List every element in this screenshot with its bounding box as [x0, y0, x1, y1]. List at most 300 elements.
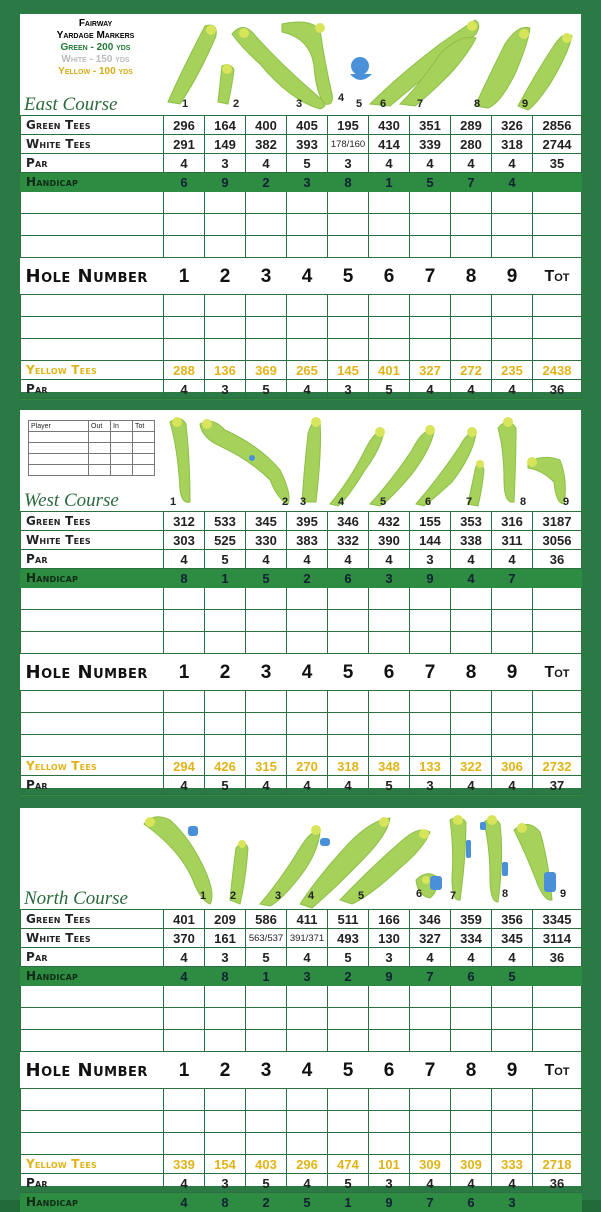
white-tees-row-cell: 493 [328, 929, 369, 948]
hole-number-cell: 3 [246, 1052, 287, 1089]
score-cell[interactable] [328, 588, 369, 610]
score-cell[interactable] [287, 1133, 328, 1155]
yellow-tees-row-cell: 296 [287, 1155, 328, 1174]
hole-map-number: 4 [308, 890, 315, 902]
score-cell[interactable] [246, 610, 287, 632]
score-cell[interactable] [205, 317, 246, 339]
score-cell[interactable] [533, 1111, 582, 1133]
score-cell[interactable] [164, 295, 205, 317]
score-cell[interactable] [451, 192, 492, 214]
score-cell[interactable] [287, 986, 328, 1008]
score-cell[interactable] [328, 713, 369, 735]
yellow-tees-row-cell: 474 [328, 1155, 369, 1174]
score-cell[interactable] [205, 632, 246, 654]
score-cell[interactable] [492, 735, 533, 757]
score-cell[interactable] [328, 339, 369, 361]
yellow-tees-row-cell: 294 [164, 757, 205, 776]
score-cell[interactable] [492, 632, 533, 654]
score-cell[interactable] [533, 192, 582, 214]
score-cell[interactable] [287, 1089, 328, 1111]
score-cell[interactable] [287, 610, 328, 632]
score-cell[interactable] [205, 588, 246, 610]
hole-number-row [21, 654, 582, 691]
green-tees-row-cell: 353 [451, 512, 492, 531]
score-cell[interactable] [369, 1133, 410, 1155]
score-cell[interactable] [287, 588, 328, 610]
score-cell[interactable] [369, 588, 410, 610]
par-row-cell: 4 [287, 550, 328, 569]
score-cell[interactable] [287, 713, 328, 735]
score-cell[interactable] [328, 317, 369, 339]
score-cell[interactable] [492, 691, 533, 713]
par-row [21, 948, 582, 967]
green-tees-row-cell: 346 [328, 512, 369, 531]
score-cell[interactable] [21, 236, 164, 258]
score-cell[interactable] [287, 632, 328, 654]
score-cell[interactable] [287, 295, 328, 317]
score-cell[interactable] [328, 1133, 369, 1155]
score-cell[interactable] [451, 339, 492, 361]
par-row-2-cell: 5 [246, 380, 287, 399]
score-cell[interactable] [533, 1008, 582, 1030]
score-cell[interactable] [410, 986, 451, 1008]
score-cell[interactable] [451, 691, 492, 713]
hole-map-number: 8 [520, 496, 527, 508]
score-entry-row [21, 735, 582, 757]
white-tees-row-cell: 3114 [533, 929, 582, 948]
score-cell[interactable] [21, 713, 164, 735]
score-cell[interactable] [533, 317, 582, 339]
yellow-tees-row [21, 757, 582, 776]
hole-number-cell: 3 [246, 654, 287, 691]
hole-number-cell: 1 [164, 654, 205, 691]
score-cell[interactable] [533, 236, 582, 258]
score-cell[interactable] [451, 610, 492, 632]
score-cell[interactable] [533, 1030, 582, 1052]
score-cell[interactable] [205, 610, 246, 632]
white-tees-row-cell: 393 [287, 135, 328, 154]
score-cell[interactable] [164, 1089, 205, 1111]
score-cell[interactable] [369, 1089, 410, 1111]
handicap-row-2-cell: 7 [410, 1193, 451, 1212]
handicap-row-cell: 7 [451, 173, 492, 192]
score-cell[interactable] [246, 339, 287, 361]
handicap-row-label: Handicap [21, 967, 164, 986]
score-cell[interactable] [21, 588, 164, 610]
score-cell[interactable] [287, 691, 328, 713]
yellow-tees-row-cell: 426 [205, 757, 246, 776]
score-cell[interactable] [164, 1133, 205, 1155]
handicap-row-2-cell: 6 [451, 1193, 492, 1212]
north-panel [0, 796, 601, 1210]
score-cell[interactable] [246, 713, 287, 735]
score-cell[interactable] [21, 735, 164, 757]
handicap-row-cell: 9 [410, 569, 451, 588]
score-cell[interactable] [205, 192, 246, 214]
score-cell[interactable] [492, 339, 533, 361]
score-cell[interactable] [246, 1133, 287, 1155]
score-cell[interactable] [205, 1089, 246, 1111]
score-cell[interactable] [164, 192, 205, 214]
score-cell[interactable] [369, 1111, 410, 1133]
score-cell[interactable] [287, 339, 328, 361]
hole-number-row [21, 1052, 582, 1089]
score-cell[interactable] [533, 214, 582, 236]
hole-map-number: 9 [563, 496, 570, 508]
white-tees-row-label: White Tees [21, 531, 164, 550]
score-cell[interactable] [287, 236, 328, 258]
score-cell[interactable] [164, 691, 205, 713]
score-cell[interactable] [205, 214, 246, 236]
score-cell[interactable] [164, 735, 205, 757]
score-cell[interactable] [451, 1008, 492, 1030]
hole-number-cell: 8 [451, 654, 492, 691]
handicap-row-2 [21, 1193, 582, 1212]
score-cell[interactable] [451, 1133, 492, 1155]
par-row-2-cell: 4 [164, 776, 205, 795]
score-cell[interactable] [410, 691, 451, 713]
score-cell[interactable] [287, 317, 328, 339]
hole-number-cell: 9 [492, 258, 533, 295]
score-cell[interactable] [369, 295, 410, 317]
score-cell[interactable] [246, 691, 287, 713]
score-cell[interactable] [246, 588, 287, 610]
score-cell[interactable] [369, 236, 410, 258]
score-cell[interactable] [328, 214, 369, 236]
score-cell[interactable] [287, 735, 328, 757]
score-cell[interactable] [205, 1133, 246, 1155]
score-cell[interactable] [164, 1030, 205, 1052]
score-cell[interactable] [410, 1089, 451, 1111]
north-hole-maps [20, 808, 581, 909]
score-cell[interactable] [164, 632, 205, 654]
score-cell[interactable] [287, 1030, 328, 1052]
par-row-cell: 5 [287, 154, 328, 173]
score-cell[interactable] [410, 610, 451, 632]
score-cell[interactable] [246, 1030, 287, 1052]
score-cell[interactable] [328, 735, 369, 757]
score-cell[interactable] [492, 1008, 533, 1030]
score-cell[interactable] [21, 1133, 164, 1155]
score-cell[interactable] [328, 1089, 369, 1111]
hole-map-number: 5 [356, 98, 363, 110]
hole-map-8 [484, 818, 502, 902]
score-cell[interactable] [246, 986, 287, 1008]
score-cell[interactable] [21, 610, 164, 632]
score-cell[interactable] [533, 735, 582, 757]
score-cell[interactable] [164, 1008, 205, 1030]
green-tees-row-cell: 289 [451, 116, 492, 135]
score-cell[interactable] [246, 1008, 287, 1030]
par-row-cell: 36 [533, 550, 582, 569]
hole-number-cell: 9 [492, 1052, 533, 1089]
score-cell[interactable] [164, 610, 205, 632]
score-cell[interactable] [205, 735, 246, 757]
score-cell[interactable] [287, 192, 328, 214]
hole-number-cell: 3 [246, 258, 287, 295]
score-cell[interactable] [492, 588, 533, 610]
score-cell[interactable] [164, 317, 205, 339]
score-entry-row [21, 295, 582, 317]
score-cell[interactable] [369, 986, 410, 1008]
score-cell[interactable] [164, 236, 205, 258]
score-cell[interactable] [533, 691, 582, 713]
score-cell[interactable] [246, 1111, 287, 1133]
par-row-2-cell: 4 [164, 380, 205, 399]
score-cell[interactable] [533, 610, 582, 632]
score-cell[interactable] [21, 1030, 164, 1052]
par-row-cell: 4 [451, 550, 492, 569]
score-cell[interactable] [164, 339, 205, 361]
score-cell[interactable] [410, 339, 451, 361]
handicap-row [21, 569, 582, 588]
score-cell[interactable] [205, 986, 246, 1008]
score-entry-row [21, 214, 582, 236]
score-cell[interactable] [369, 214, 410, 236]
hole-number-cell: 5 [328, 1052, 369, 1089]
score-cell[interactable] [246, 735, 287, 757]
hole-number-cell: 6 [369, 1052, 410, 1089]
score-cell[interactable] [328, 610, 369, 632]
hole-map-number: 4 [338, 496, 345, 508]
score-cell[interactable] [164, 588, 205, 610]
score-cell[interactable] [287, 1111, 328, 1133]
score-entry-row [21, 192, 582, 214]
score-cell[interactable] [533, 1133, 582, 1155]
north-scorecard [20, 909, 582, 1212]
score-cell[interactable] [328, 1111, 369, 1133]
white-tees-row-cell: 383 [287, 531, 328, 550]
score-cell[interactable] [205, 295, 246, 317]
legend-yellow: Yellow - 100 yds [58, 66, 133, 77]
score-cell[interactable] [287, 1008, 328, 1030]
score-cell[interactable] [21, 214, 164, 236]
score-cell[interactable] [328, 986, 369, 1008]
par-row-cell: 4 [492, 154, 533, 173]
green-tees-row-cell: 432 [369, 512, 410, 531]
score-cell[interactable] [164, 713, 205, 735]
score-cell[interactable] [246, 632, 287, 654]
score-cell[interactable] [492, 295, 533, 317]
score-cell[interactable] [328, 236, 369, 258]
handicap-row-cell [533, 967, 582, 986]
score-cell[interactable] [369, 339, 410, 361]
score-cell[interactable] [533, 1089, 582, 1111]
white-tees-row-cell: 303 [164, 531, 205, 550]
score-cell[interactable] [492, 1111, 533, 1133]
score-cell[interactable] [451, 588, 492, 610]
par-row-cell: 4 [246, 550, 287, 569]
score-cell[interactable] [451, 1089, 492, 1111]
hole-number-cell: 6 [369, 654, 410, 691]
hole-map-number: 1 [200, 890, 207, 902]
yellow-tees-row-cell: 288 [164, 361, 205, 380]
score-cell[interactable] [492, 713, 533, 735]
yellow-tees-row-cell: 2732 [533, 757, 582, 776]
yellow-tees-row-cell: 2438 [533, 361, 582, 380]
yellow-tees-row-cell: 136 [205, 361, 246, 380]
score-cell[interactable] [21, 691, 164, 713]
score-cell[interactable] [410, 588, 451, 610]
green-tees-row-cell: 2856 [533, 116, 582, 135]
score-cell[interactable] [410, 214, 451, 236]
score-cell[interactable] [246, 1089, 287, 1111]
score-cell[interactable] [533, 588, 582, 610]
score-cell[interactable] [246, 214, 287, 236]
score-cell[interactable] [492, 1089, 533, 1111]
score-cell[interactable] [492, 236, 533, 258]
score-cell[interactable] [21, 1089, 164, 1111]
score-cell[interactable] [246, 317, 287, 339]
score-cell[interactable] [451, 1030, 492, 1052]
score-cell[interactable] [328, 1030, 369, 1052]
handicap-row [21, 967, 582, 986]
score-cell[interactable] [164, 986, 205, 1008]
score-cell[interactable] [533, 713, 582, 735]
score-cell[interactable] [21, 295, 164, 317]
score-cell[interactable] [205, 339, 246, 361]
yellow-tees-row-cell: 306 [492, 757, 533, 776]
score-cell[interactable] [533, 632, 582, 654]
score-cell[interactable] [451, 986, 492, 1008]
handicap-row-cell: 7 [410, 967, 451, 986]
score-cell[interactable] [410, 713, 451, 735]
score-cell[interactable] [369, 1030, 410, 1052]
score-entry-row [21, 986, 582, 1008]
par-row-2-cell: 4 [451, 776, 492, 795]
score-cell[interactable] [205, 1008, 246, 1030]
green-tees-row-cell: 430 [369, 116, 410, 135]
par-row-cell: 4 [328, 550, 369, 569]
score-cell[interactable] [205, 236, 246, 258]
par-row-cell: 4 [164, 948, 205, 967]
hole-map-number: 2 [230, 890, 237, 902]
score-cell[interactable] [492, 214, 533, 236]
score-cell[interactable] [492, 986, 533, 1008]
handicap-row-cell: 5 [492, 967, 533, 986]
score-cell[interactable] [369, 735, 410, 757]
score-cell[interactable] [21, 339, 164, 361]
score-cell[interactable] [533, 295, 582, 317]
white-tees-row-cell: 391/371 [287, 929, 328, 948]
score-cell[interactable] [21, 1111, 164, 1133]
in-header: In [111, 421, 133, 432]
hole-map-number: 8 [474, 98, 481, 110]
yellow-tees-row-cell: 101 [369, 1155, 410, 1174]
score-cell[interactable] [328, 691, 369, 713]
west-pond [249, 455, 255, 461]
score-cell[interactable] [287, 214, 328, 236]
score-cell[interactable] [205, 1111, 246, 1133]
score-cell[interactable] [451, 214, 492, 236]
score-cell[interactable] [410, 1030, 451, 1052]
green-tees-row-cell: 345 [246, 512, 287, 531]
score-cell[interactable] [246, 295, 287, 317]
handicap-row-cell: 8 [328, 173, 369, 192]
score-cell[interactable] [492, 192, 533, 214]
yellow-tees-row-cell: 339 [164, 1155, 205, 1174]
score-cell[interactable] [328, 192, 369, 214]
score-cell[interactable] [369, 632, 410, 654]
score-cell[interactable] [451, 317, 492, 339]
green-tees-row-cell: 316 [492, 512, 533, 531]
score-cell[interactable] [451, 632, 492, 654]
score-cell[interactable] [205, 691, 246, 713]
score-cell[interactable] [451, 1111, 492, 1133]
score-cell[interactable] [451, 735, 492, 757]
handicap-row-2-cell: 2 [246, 1193, 287, 1212]
par-row-cell: 3 [205, 948, 246, 967]
score-cell[interactable] [21, 986, 164, 1008]
score-cell[interactable] [205, 1030, 246, 1052]
score-cell[interactable] [410, 1008, 451, 1030]
score-cell[interactable] [492, 317, 533, 339]
hole-number-cell: 5 [328, 654, 369, 691]
score-cell[interactable] [410, 735, 451, 757]
score-cell[interactable] [21, 192, 164, 214]
score-cell[interactable] [451, 236, 492, 258]
green-tees-row [21, 512, 582, 531]
score-cell[interactable] [328, 295, 369, 317]
score-cell[interactable] [410, 317, 451, 339]
score-cell[interactable] [164, 214, 205, 236]
handicap-row-cell: 1 [205, 569, 246, 588]
par-row-2-cell: 3 [410, 776, 451, 795]
score-cell[interactable] [369, 192, 410, 214]
score-cell[interactable] [492, 1030, 533, 1052]
score-cell[interactable] [369, 610, 410, 632]
par-row-cell: 4 [287, 948, 328, 967]
score-cell[interactable] [246, 236, 287, 258]
score-cell[interactable] [21, 632, 164, 654]
score-cell[interactable] [492, 1133, 533, 1155]
score-cell[interactable] [164, 1111, 205, 1133]
score-cell[interactable] [492, 610, 533, 632]
score-cell[interactable] [533, 339, 582, 361]
hole-number-label: Hole Number [21, 654, 164, 691]
score-cell[interactable] [410, 236, 451, 258]
score-cell[interactable] [410, 1133, 451, 1155]
score-cell[interactable] [328, 632, 369, 654]
score-cell[interactable] [246, 192, 287, 214]
par-row-cell: 3 [328, 154, 369, 173]
score-cell[interactable] [369, 691, 410, 713]
green-tees-row [21, 116, 582, 135]
score-cell[interactable] [369, 1008, 410, 1030]
score-cell[interactable] [410, 192, 451, 214]
score-cell[interactable] [410, 295, 451, 317]
total-label: Tot [533, 654, 582, 691]
score-cell[interactable] [21, 1008, 164, 1030]
score-cell[interactable] [369, 317, 410, 339]
yellow-tees-row-cell: 145 [328, 361, 369, 380]
green-tees-row-cell: 411 [287, 910, 328, 929]
score-cell[interactable] [21, 317, 164, 339]
score-cell[interactable] [451, 713, 492, 735]
score-cell[interactable] [328, 1008, 369, 1030]
score-entry-row [21, 588, 582, 610]
score-cell[interactable] [451, 295, 492, 317]
par-row-cell: 35 [533, 154, 582, 173]
hole-map-number: 6 [425, 496, 432, 508]
out-header: Out [89, 421, 111, 432]
score-cell[interactable] [205, 713, 246, 735]
score-cell[interactable] [533, 986, 582, 1008]
east-header [20, 14, 581, 115]
score-cell[interactable] [410, 1111, 451, 1133]
score-cell[interactable] [410, 632, 451, 654]
score-cell[interactable] [369, 713, 410, 735]
